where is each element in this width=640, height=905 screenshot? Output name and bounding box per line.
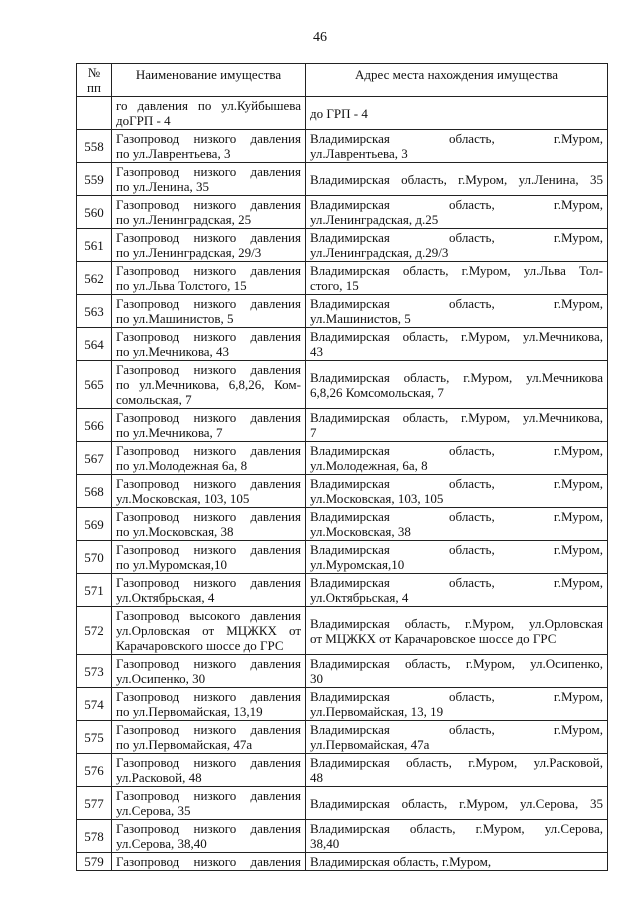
property-name (112, 196, 306, 229)
property-name (112, 97, 306, 130)
property-address (306, 262, 608, 295)
property-address-line: ул.Ленинградская, д.29/3 (310, 245, 449, 260)
property-name (112, 328, 306, 361)
property-name-line: доГРП - 4 (116, 113, 171, 128)
property-name (112, 442, 306, 475)
property-name-line: ул.Орловская от МЦЖКХ от (116, 623, 301, 638)
table-row (77, 688, 608, 721)
row-number: 577 (77, 787, 112, 820)
row-number: 568 (77, 475, 112, 508)
property-address-line: Владимирская область, г.Муром, (310, 575, 603, 590)
property-name (112, 721, 306, 754)
table-row (77, 607, 608, 655)
property-name-line: ул.Осипенко, 30 (116, 671, 206, 686)
property-address-line: Владимирская область, г.Муром, ул.Мечникова (310, 369, 603, 385)
property-name-line: по ул.Первомайская, 47а (116, 737, 253, 752)
table-row (77, 442, 608, 475)
table-row (77, 508, 608, 541)
property-name-line: по ул.Ленинградская, 25 (116, 212, 252, 227)
property-name-line: Газопровод высокого давления (116, 608, 301, 623)
row-number: 567 (77, 442, 112, 475)
property-name (112, 541, 306, 574)
table-header-row (77, 64, 608, 97)
property-address-line: Владимирская область, г.Муром, (310, 476, 603, 491)
row-number: 566 (77, 409, 112, 442)
property-address (306, 574, 608, 607)
property-address-line: 7 (310, 425, 317, 440)
property-address-line: от МЦЖКХ от Карачаровское шоссе до ГРС (310, 630, 557, 646)
table-row (77, 853, 608, 871)
property-address-line: 38,40 (310, 836, 340, 851)
table-row (77, 196, 608, 229)
property-name-line: по ул.Муромская,10 (116, 557, 227, 572)
property-address (306, 361, 608, 409)
property-name-line: Газопровод низкого давления (116, 542, 301, 557)
property-address-line: Владимирская область, г.Муром, (310, 443, 603, 458)
property-name-line: Газопровод низкого давления (116, 476, 301, 491)
row-number: 574 (77, 688, 112, 721)
table-row (77, 295, 608, 328)
property-address-line: Владимирская область, г.Муром, (310, 542, 603, 557)
property-name-line: ул.Серова, 35 (116, 803, 191, 818)
property-address-line: ул.Первомайская, 47а (310, 737, 430, 752)
row-number: 573 (77, 655, 112, 688)
property-name-line: Газопровод низкого давления (116, 197, 301, 212)
property-name (112, 409, 306, 442)
property-name (112, 820, 306, 853)
property-address-line: 48 (310, 770, 323, 785)
property-name-line: по ул.Мечникова, 7 (116, 425, 223, 440)
property-name-line: Газопровод низкого давления (116, 689, 301, 704)
property-name (112, 361, 306, 409)
property-name-line: Газопровод низкого давления (116, 263, 301, 278)
row-number: 576 (77, 754, 112, 787)
property-name (112, 688, 306, 721)
property-address-line: Владимирская область, г.Муром, ул.Орловская (310, 615, 603, 631)
table-row (77, 574, 608, 607)
row-number: 565 (77, 361, 112, 409)
property-name-line: ул.Октябрьская, 4 (116, 590, 215, 605)
property-address-line: Владимирская область, г.Муром, ул.Льва Тол- (310, 263, 603, 278)
property-address-line: Владимирская область, г.Муром, (310, 722, 603, 737)
property-name-line: по ул.Льва Толстого, 15 (116, 278, 247, 293)
header-num-line-1: № (87, 65, 101, 80)
property-name-line: Газопровод низкого давления (116, 329, 301, 344)
property-name-line: Газопровод низкого давления (116, 656, 301, 671)
property-name (112, 163, 306, 196)
property-name-line: Газопровод низкого давления (116, 410, 301, 425)
property-address-line: 43 (310, 344, 323, 359)
property-address (306, 295, 608, 328)
property-address-line: стого, 15 (310, 278, 359, 293)
property-address-line: Владимирская область, г.Муром, (310, 230, 603, 245)
table-row (77, 262, 608, 295)
table-row (77, 541, 608, 574)
property-address-line: Владимирская область, г.Муром, (310, 296, 603, 311)
table-row (77, 787, 608, 820)
property-name-line: по ул.Московская, 38 (116, 524, 234, 539)
table-row (77, 130, 608, 163)
property-address-line: Владимирская область, г.Муром, (310, 131, 603, 146)
table-row (77, 328, 608, 361)
property-name (112, 574, 306, 607)
property-address (306, 196, 608, 229)
property-name-line: по ул.Мечникова, 6,8,26, Ком- (116, 377, 301, 392)
property-address (306, 475, 608, 508)
table-row (77, 820, 608, 853)
row-number: 563 (77, 295, 112, 328)
property-name-line: Газопровод низкого давления (116, 854, 301, 869)
property-address-line: Владимирская область, г.Муром, ул.Мечникова, (310, 410, 603, 425)
property-name-line: сомольская, 7 (116, 392, 192, 407)
row-number: 561 (77, 229, 112, 262)
property-name-line: по ул.Мечникова, 43 (116, 344, 230, 359)
table-row (77, 163, 608, 196)
property-name (112, 787, 306, 820)
property-address-line: до ГРП - 4 (310, 105, 368, 121)
property-address-line: Владимирская область, г.Муром, ул.Осипенко, (310, 656, 603, 671)
property-address-line: Владимирская область, г.Муром, (310, 689, 603, 704)
row-number: 570 (77, 541, 112, 574)
property-name (112, 655, 306, 688)
table-row (77, 361, 608, 409)
header-name: Наименование имущества (112, 64, 306, 97)
property-name-line: го давления по ул.Куйбышева (116, 98, 301, 113)
property-name-line: Газопровод низкого давления (116, 821, 301, 836)
property-address-line: ул.Ленинградская, д.25 (310, 212, 439, 227)
property-name-line: Газопровод низкого давления (116, 722, 301, 737)
property-address (306, 787, 608, 820)
property-address-line: ул.Октябрьская, 4 (310, 590, 409, 605)
row-number: 562 (77, 262, 112, 295)
table-body (77, 97, 608, 871)
property-name-line: ул.Серова, 38,40 (116, 836, 207, 851)
property-name-line: Газопровод низкого давления (116, 131, 301, 146)
property-name-line: Газопровод низкого давления (116, 164, 301, 179)
property-address (306, 409, 608, 442)
property-name-line: Газопровод низкого давления (116, 755, 301, 770)
property-name (112, 508, 306, 541)
property-address-line: 30 (310, 671, 323, 686)
row-number (77, 97, 112, 130)
property-name-line: по ул.Молодежная 6а, 8 (116, 458, 248, 473)
property-name (112, 295, 306, 328)
table-row (77, 229, 608, 262)
header-num (77, 64, 112, 97)
property-address-line: ул.Московская, 38 (310, 524, 411, 539)
property-address-line: ул.Первомайская, 13, 19 (310, 704, 444, 719)
property-name-line: Газопровод низкого давления (116, 575, 301, 590)
property-address-line: Владимирская область, г.Муром, (310, 854, 492, 869)
property-address-line: ул.Московская, 103, 105 (310, 491, 444, 506)
table-row (77, 721, 608, 754)
property-name-line: по ул.Лаврентьева, 3 (116, 146, 231, 161)
property-address (306, 754, 608, 787)
property-address (306, 607, 608, 655)
property-name-line: Газопровод низкого давления (116, 788, 301, 803)
property-address-line: 6,8,26 Комсомольская, 7 (310, 384, 444, 400)
table-row (77, 655, 608, 688)
property-address (306, 442, 608, 475)
property-name-line: по ул.Ленинградская, 29/3 (116, 245, 262, 260)
property-address-line: ул.Лаврентьева, 3 (310, 146, 408, 161)
property-name (112, 853, 306, 871)
property-name (112, 262, 306, 295)
property-address-line: Владимирская область, г.Муром, ул.Серова, (310, 821, 603, 836)
property-address (306, 655, 608, 688)
property-name-line: Газопровод низкого давления (116, 443, 301, 458)
property-address-line: ул.Муромская,10 (310, 557, 405, 572)
property-address (306, 130, 608, 163)
property-address-line: Владимирская область, г.Муром, ул.Ленина, 35 (310, 171, 603, 187)
row-number: 571 (77, 574, 112, 607)
row-number: 575 (77, 721, 112, 754)
row-number: 564 (77, 328, 112, 361)
row-number: 579 (77, 853, 112, 871)
property-table (76, 63, 608, 871)
property-address (306, 328, 608, 361)
property-name (112, 607, 306, 655)
property-address-line: Владимирская область, г.Муром, (310, 509, 603, 524)
property-address (306, 721, 608, 754)
property-name-line: Газопровод низкого давления (116, 296, 301, 311)
property-name-line: Газопровод низкого давления (116, 362, 301, 377)
table-row (77, 97, 608, 130)
property-address-line: Владимирская область, г.Муром, ул.Расковой, (310, 755, 603, 770)
property-address (306, 688, 608, 721)
row-number: 559 (77, 163, 112, 196)
property-name-line: по ул.Первомайская, 13,19 (116, 704, 263, 719)
property-address (306, 853, 608, 871)
table-row (77, 754, 608, 787)
property-name (112, 754, 306, 787)
property-address (306, 97, 608, 130)
header-address: Адрес места нахождения имущества (306, 64, 608, 97)
property-address-line: Владимирская область, г.Муром, ул.Серова, 35 (310, 795, 603, 811)
property-name-line: ул.Московская, 103, 105 (116, 491, 250, 506)
property-name (112, 130, 306, 163)
table-row (77, 409, 608, 442)
row-number: 572 (77, 607, 112, 655)
header-num-line-2: пп (87, 80, 101, 95)
property-address (306, 820, 608, 853)
property-address (306, 229, 608, 262)
property-name-line: Газопровод низкого давления (116, 509, 301, 524)
row-number: 578 (77, 820, 112, 853)
property-name-line: Карачаровского шоссе до ГРС (116, 638, 284, 653)
property-address (306, 541, 608, 574)
property-name-line: Газопровод низкого давления (116, 230, 301, 245)
property-name-line: по ул.Машинистов, 5 (116, 311, 234, 326)
property-name (112, 229, 306, 262)
property-name (112, 475, 306, 508)
property-address-line: ул.Машинистов, 5 (310, 311, 411, 326)
row-number: 569 (77, 508, 112, 541)
page-number: 46 (313, 30, 327, 45)
property-name-line: по ул.Ленина, 35 (116, 179, 210, 194)
property-address (306, 163, 608, 196)
property-address-line: Владимирская область, г.Муром, (310, 197, 603, 212)
row-number: 558 (77, 130, 112, 163)
property-address-line: ул.Молодежная, 6а, 8 (310, 458, 428, 473)
table-row (77, 475, 608, 508)
property-name-line: ул.Расковой, 48 (116, 770, 202, 785)
property-address (306, 508, 608, 541)
property-address-line: Владимирская область, г.Муром, ул.Мечникова, (310, 329, 603, 344)
row-number: 560 (77, 196, 112, 229)
